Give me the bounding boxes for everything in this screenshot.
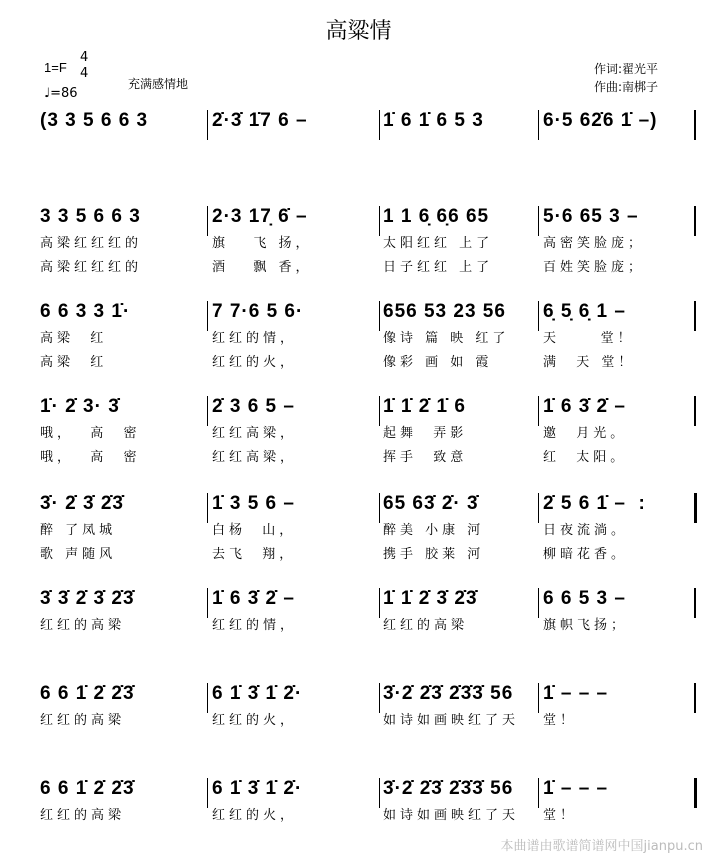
barline <box>379 778 380 808</box>
measure-notes: 2·3 17̣ 6̇ – <box>212 206 308 227</box>
measure <box>383 683 519 733</box>
time-signature <box>80 50 88 82</box>
lyric-line-1: 红红的高梁 <box>383 618 469 633</box>
measure <box>212 301 303 375</box>
lyric-line-1: 醉美 小康 河 <box>383 523 485 538</box>
measure <box>383 396 467 470</box>
measure-notes: 1̇ – – – <box>543 778 609 799</box>
lyric-line-1: 旗帜飞扬； <box>543 618 629 633</box>
measure <box>212 396 297 470</box>
lyric-line-1: 日夜流淌。 <box>543 523 629 538</box>
lyric-line-1: 太阳红红 上了 <box>383 236 494 251</box>
lyric-line-2: 像彩 画 如 霞 <box>383 355 493 370</box>
barline <box>379 683 380 713</box>
measure-notes: 1̇ 1̇ 2̇ 3̇ 2̇3̇ <box>383 588 478 609</box>
final-barline <box>694 778 697 808</box>
measure <box>383 301 509 375</box>
measure-notes: 6·5 62̇6 1̇ –) <box>543 110 658 131</box>
lyric-line-2: 酒 飘 香， <box>212 260 313 275</box>
measure <box>543 396 627 470</box>
barline <box>207 396 208 426</box>
measure <box>212 493 296 567</box>
barline <box>694 588 696 618</box>
measure-notes: 1̇ 3 5 6 – <box>212 493 295 514</box>
measure <box>212 110 308 136</box>
lyric-line-2: 柳暗花香。 <box>543 547 629 562</box>
lyric-line-1: 旗 飞 扬， <box>212 236 313 251</box>
barline <box>207 110 208 140</box>
lyric-line-1: 红红的火， <box>212 808 298 823</box>
measure <box>543 778 608 828</box>
measure-notes: 3 3 5 6 6 3 <box>40 206 141 227</box>
measure-notes: 1̇ 6 3̇ 2̇ – <box>543 396 626 417</box>
barline <box>538 493 539 523</box>
barline <box>694 396 696 426</box>
lyric-line-1: 如诗如画映红了天 <box>383 808 520 823</box>
measure <box>543 206 645 280</box>
composer-credit: 作曲:南梆子 <box>594 80 659 94</box>
lyric-line-2: 歌 声随风 <box>40 547 117 562</box>
quarter-note-icon: ♩ <box>44 86 51 101</box>
barline <box>207 778 208 808</box>
lyric-line-1: 红红的情， <box>212 331 298 346</box>
barline <box>207 206 208 236</box>
barline <box>379 396 380 426</box>
measure-notes: 2̇ 3 6 5 – <box>212 396 295 417</box>
measure <box>383 206 493 280</box>
lyric-line-1: 堂！ <box>543 713 578 728</box>
measure <box>543 493 646 567</box>
measure-notes: 1̇ 1̇ 2̇ 1̇ 6 <box>383 396 466 417</box>
lyric-line-1: 白杨 山， <box>212 523 297 538</box>
measure <box>40 493 124 567</box>
tempo-value: =86 <box>50 86 78 101</box>
lyric-line-1: 堂！ <box>543 808 578 823</box>
lyric-line-1: 红红的高梁 <box>40 618 126 633</box>
measure-notes: (3 3 5 6 6 3 <box>40 110 149 131</box>
measure <box>383 110 484 136</box>
measure-notes: 1̇ – – – <box>543 683 609 704</box>
lyric-line-2: 挥手 致意 <box>383 450 468 465</box>
watermark: 本曲谱由歌谱简谱网中国jianpu.cn <box>500 839 703 854</box>
lyric-line-1: 红红的高梁 <box>40 808 126 823</box>
lyric-line-1: 红红的火， <box>212 713 298 728</box>
barline <box>538 396 539 426</box>
measure-notes: 6 6 3 3 1̇· <box>40 301 131 322</box>
measure-notes: 1̇ 6 3̇ 2̇ – <box>212 588 295 609</box>
lyric-line-1: 高梁 红 <box>40 331 108 346</box>
measure <box>40 683 135 733</box>
barline <box>207 683 208 713</box>
measure-notes: 3̇·2̇ 2̇3̇ 2̇3̇3̇ 56 <box>383 683 514 704</box>
barline <box>538 683 539 713</box>
lyric-line-2: 百姓笑脸庞； <box>543 260 646 275</box>
measure-notes: 6̣ 5̣ 6̣ 1 – <box>543 301 626 322</box>
measure-notes: 3̇· 2̇ 3̇ 2̇3̇ <box>40 493 124 514</box>
measure <box>383 778 519 828</box>
measure <box>212 588 297 638</box>
lyric-line-2: 日子红红 上了 <box>383 260 494 275</box>
measure <box>383 588 478 638</box>
measure-notes: 5·6 65 3 – <box>543 206 639 227</box>
measure-notes: 3̇ 3̇ 2̇ 3̇ 2̇3̇ <box>40 588 135 609</box>
barline <box>379 301 380 331</box>
measure-notes: 1̇ 6 1̇ 6 5 3 <box>383 110 484 131</box>
measure <box>40 588 135 638</box>
barline <box>694 493 697 523</box>
time-signature-top: 4 <box>80 50 89 65</box>
barline <box>694 206 696 236</box>
lyric-line-1: 天 堂！ <box>543 331 635 346</box>
measure <box>543 110 657 136</box>
lyric-line-2: 红红的火， <box>212 355 298 370</box>
barline <box>379 206 380 236</box>
measure-notes: 6 6 1̇ 2̇ 2̇3̇ <box>40 778 135 799</box>
measure <box>40 206 142 280</box>
time-signature-bottom: 4 <box>80 66 89 81</box>
lyric-line-1: 高密笑脸庞； <box>543 236 646 251</box>
lyric-line-2: 去飞 翔， <box>212 547 297 562</box>
measure <box>543 301 635 375</box>
key-signature: 1=F <box>44 60 67 75</box>
lyric-line-1: 哦， 高 密 <box>40 426 141 441</box>
measure-notes: 6 6 1̇ 2̇ 2̇3̇ <box>40 683 135 704</box>
measure <box>383 493 484 567</box>
barline <box>694 301 696 331</box>
lyric-line-2: 高梁 红 <box>40 355 108 370</box>
barline <box>207 301 208 331</box>
lyric-line-2: 高梁红红红的 <box>40 260 143 275</box>
tempo-marking <box>44 86 78 101</box>
measure <box>40 301 130 375</box>
measure <box>40 396 141 470</box>
song-title: 高粱情 <box>325 19 392 44</box>
lyric-line-1: 像诗 篇 映 红了 <box>383 331 510 346</box>
lyric-line-2: 携手 胶莱 河 <box>383 547 485 562</box>
lyric-line-1: 如诗如画映红了天 <box>383 713 520 728</box>
measure-notes: 1 1 6̣ 6̣6 65 <box>383 206 490 227</box>
lyric-line-1: 醉 了凤城 <box>40 523 117 538</box>
barline <box>379 493 380 523</box>
lyric-line-1: 红红的情， <box>212 618 298 633</box>
lyric-line-1: 红红的高梁 <box>40 713 126 728</box>
barline <box>207 493 208 523</box>
lyric-line-2: 红 太阳。 <box>543 450 628 465</box>
measure-notes: 656 53 23 56 <box>383 301 506 322</box>
measure <box>40 110 148 136</box>
lyric-line-1: 起舞 弄影 <box>383 426 468 441</box>
measure-notes: 6 1̇ 3̇ 1̇ 2̇· <box>212 778 303 799</box>
measure-notes: 6 6 5 3 – <box>543 588 626 609</box>
barline <box>694 110 696 140</box>
measure <box>212 778 302 828</box>
lyric-line-1: 邀 月光。 <box>543 426 628 441</box>
barline <box>538 110 539 140</box>
measure-notes: 6 1̇ 3̇ 1̇ 2̇· <box>212 683 303 704</box>
barline <box>538 206 539 236</box>
lyric-line-2: 哦， 高 密 <box>40 450 141 465</box>
barline <box>207 588 208 618</box>
measure-notes: 2̇·3̇ 1̇7 6 – <box>212 110 308 131</box>
lyric-line-2: 红红高梁， <box>212 450 298 465</box>
lyricist-credit: 作词:翟光平 <box>594 62 659 76</box>
measure <box>543 588 628 638</box>
barline <box>694 683 696 713</box>
barline <box>538 588 539 618</box>
lyric-line-1: 高梁红红红的 <box>40 236 143 251</box>
measure-notes: 7 7·6 5 6· <box>212 301 304 322</box>
expression-marking: 充满感情地 <box>128 77 189 91</box>
measure <box>543 683 608 733</box>
measure-notes: 65 63̇ 2̇· 3̇ <box>383 493 479 514</box>
measure <box>212 206 313 280</box>
measure-notes: 2̇ 5 6 1̇ – : <box>543 493 646 514</box>
barline <box>379 588 380 618</box>
lyric-line-1: 红红高梁， <box>212 426 298 441</box>
barline <box>538 301 539 331</box>
measure-notes: 3̇·2̇ 2̇3̇ 2̇3̇3̇ 56 <box>383 778 514 799</box>
barline <box>538 778 539 808</box>
measure <box>40 778 135 828</box>
barline <box>379 110 380 140</box>
measure-notes: 1̇· 2̇ 3· 3̇ <box>40 396 120 417</box>
lyric-line-2: 满 天 堂！ <box>543 355 636 370</box>
measure <box>212 683 302 733</box>
